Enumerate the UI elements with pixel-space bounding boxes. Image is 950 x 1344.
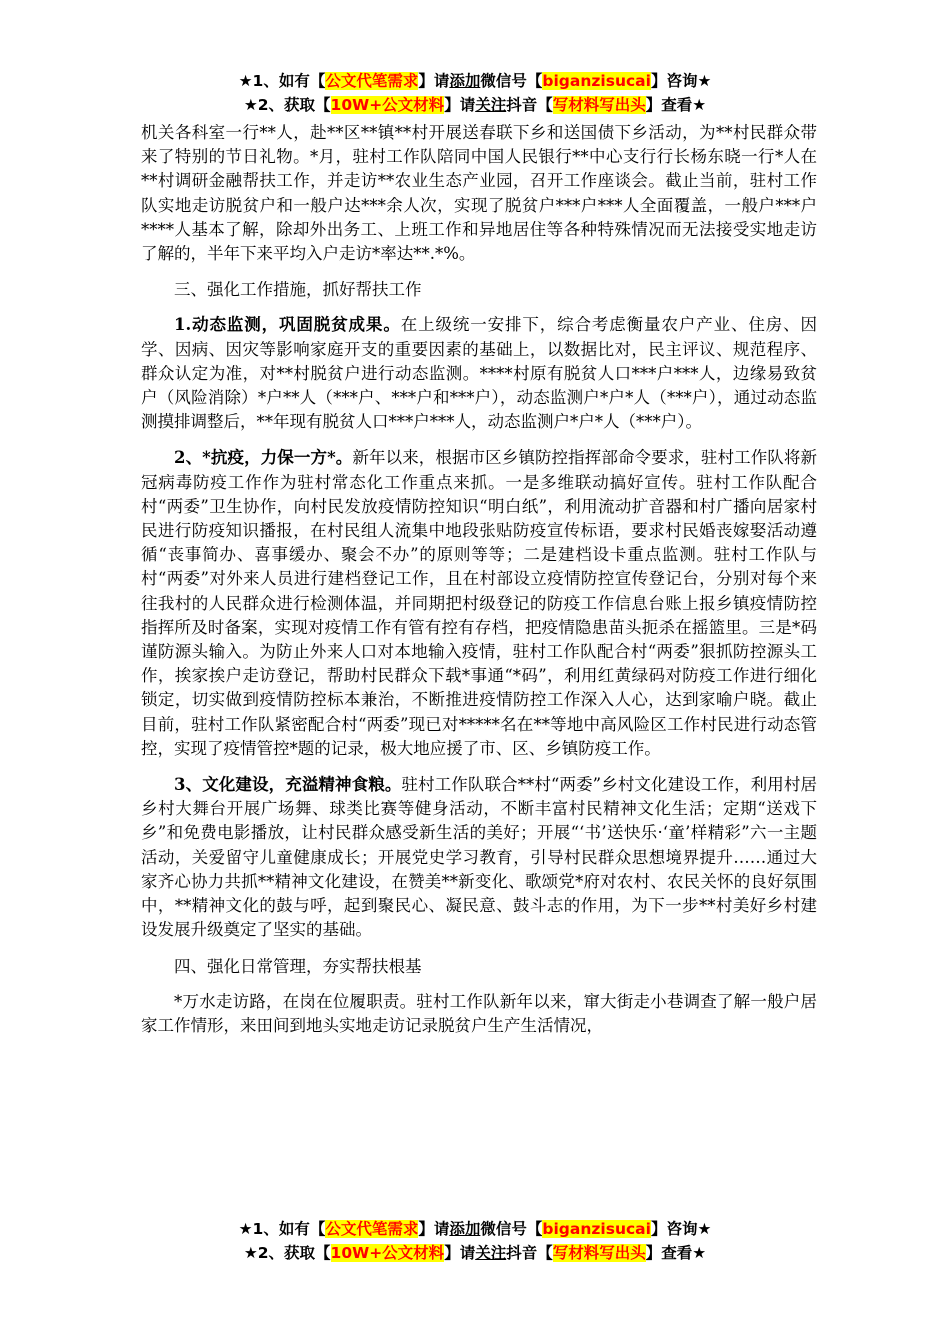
section-heading: 四、强化日常管理，夯实帮扶根基 [174,956,422,976]
paragraph: 机关各科室一行**人，赴**区**镇**村开展送春联下乡和送国债下乡活动，为**村民群众带来了特别的节日礼物。*月，驻村工作队陪同中国人民银行**中心支行行长杨东晓一行*人在**村调研金融帮扶工作，并走访**农业生态产业园，召开工作座谈会。截止当前，驻村工作队实地走访脱贫户和一般户达***余人次，实现了脱贫户***户***人全面覆盖，一般户***户****人基本了解，除却外出务工、上班工作和异地居住等各种特殊情况而无法接受实地走访了解的，半年下来平均入户走访*率达**.*%。 [141,123,817,264]
promo-banner-bottom [0,1217,950,1265]
star-icon: ★ [238,1220,253,1238]
promo-line-2: ★2、获取【10W+公文材料】请关注抖音【写材料写出头】查看★ [243,96,707,114]
star-icon: ★ [243,96,258,114]
promo-banner-top [0,69,950,117]
document-body [141,121,817,1050]
douyin-id-highlight: 写材料写出头 [552,1244,646,1262]
promo-line-2: ★2、获取【10W+公文材料】请关注抖音【写材料写出头】查看★ [243,1244,707,1262]
highlight-text: 10W+公文材料 [330,96,445,114]
star-icon: ★ [243,1244,258,1262]
highlight-text: 公文代笔需求 [325,72,419,90]
section-heading: 三、强化工作措施，抓好帮扶工作 [174,280,422,300]
paragraph-lead: 2、*抗疫，力保一方*。 [174,448,353,468]
paragraph: 2、*抗疫，力保一方*。新年以来，根据市区乡镇防控指挥部命令要求，驻村工作队将新冠病毒防疫工作作为驻村常态化工作重点来抓。一是多维联动搞好宣传。驻村工作队配合村“两委”卫生协作，向村民发放疫情防控知识“明白纸”，利用流动扩音器和村广播向居家村民进行防疫知识播报，在村民组人流集中地段张贴防疫宣传标语，要求村民婚丧嫁娶活动遵循“丧事简办、喜事缓办、聚会不办”的原则等等；二是建档设卡重点监测。驻村工作队与村“两委”对外来人员进行建档登记工作，且在村部设立疫情防控宣传登记台，分别对每个来往我村的人民群众进行检测体温，并同期把村级登记的防疫工作信息台账上报乡镇疫情防控指挥所及时备案，实现对疫情工作有管有控有存档，把疫情隐患苗头扼杀在摇篮里。三是*码谨防源头输入。为防止外来人口对本地输入疫情，驻村工作队配合村“两委”狠抓防控源头工作，挨家挨户走访登记，帮助村民群众下载*事通“*码”，利用红黄绿码对防疫工作进行细化锁定，切实做到疫情防控标本兼治，不断推进疫情防控工作深入人心，达到家喻户晓。截止目前，驻村工作队紧密配合村“两委”现已对*****名在**等地中高风险区工作村民进行动态管控，实现了疫情管控*题的记录，极大地应援了市、区、乡镇防疫工作。 [141,448,818,758]
paragraph: *万水走访路，在岗在位履职责。驻村工作队新年以来，窜大街走小巷调查了解一般户居家工作情形，来田间到地头实地走访记录脱贫户生产生活情况， [141,991,817,1035]
wechat-id-highlight: biganzisucai [542,72,651,90]
paragraph: 1.动态监测，巩固脱贫成果。在上级统一安排下，综合考虑衡量农户产业、住房、因学、因病、因灾等影响家庭开支的重要因素的基础上，以数据比对，民主评议、规范程序、群众认定为准，对**村脱贫户进行动态监测。****村原有脱贫人口***户***人，边缘易致贫户（风险消除）*户**人（***户、***户和***户），动态监测户*户*人（***户），通过动态监测摸排调整后，**年现有脱贫人口***户***人，动态监测户*户*人（***户）。 [141,315,817,432]
douyin-id-highlight: 写材料写出头 [552,96,646,114]
wechat-id-highlight: biganzisucai [542,1220,651,1238]
highlight-text: 10W+公文材料 [330,1244,445,1262]
paragraph: 3、文化建设，充溢精神食粮。驻村工作队联合**村“两委”乡村文化建设工作，利用村居乡村大舞台开展广场舞、球类比赛等健身活动，不断丰富村民精神文化生活；定期“送戏下乡”和免费电影播放，让村民群众感受新生活的美好；开展“‘书’送快乐·‘童’样精彩”六一主题活动，关爱留守儿童健康成长；开展党史学习教育，引导村民群众思想境界提升……通过大家齐心协力共抓**精神文化建设，在赞美**新变化、歌颂党*府对农村、农民关怀的良好氛围中，**精神文化的鼓与呼，起到聚民心、凝民意、鼓斗志的作用，为下一步**村美好乡村建设发展升级奠定了坚实的基础。 [141,775,817,940]
promo-line-1: ★1、如有【公文代笔需求】请添加微信号【biganzisucai】咨询★ [238,1220,712,1238]
paragraph-lead: 1.动态监测，巩固脱贫成果。 [174,315,401,335]
star-icon: ★ [238,72,253,90]
promo-line-1: ★1、如有【公文代笔需求】请添加微信号【biganzisucai】咨询★ [238,72,712,90]
paragraph-lead: 3、文化建设，充溢精神食粮。 [174,775,402,795]
highlight-text: 公文代笔需求 [325,1220,419,1238]
